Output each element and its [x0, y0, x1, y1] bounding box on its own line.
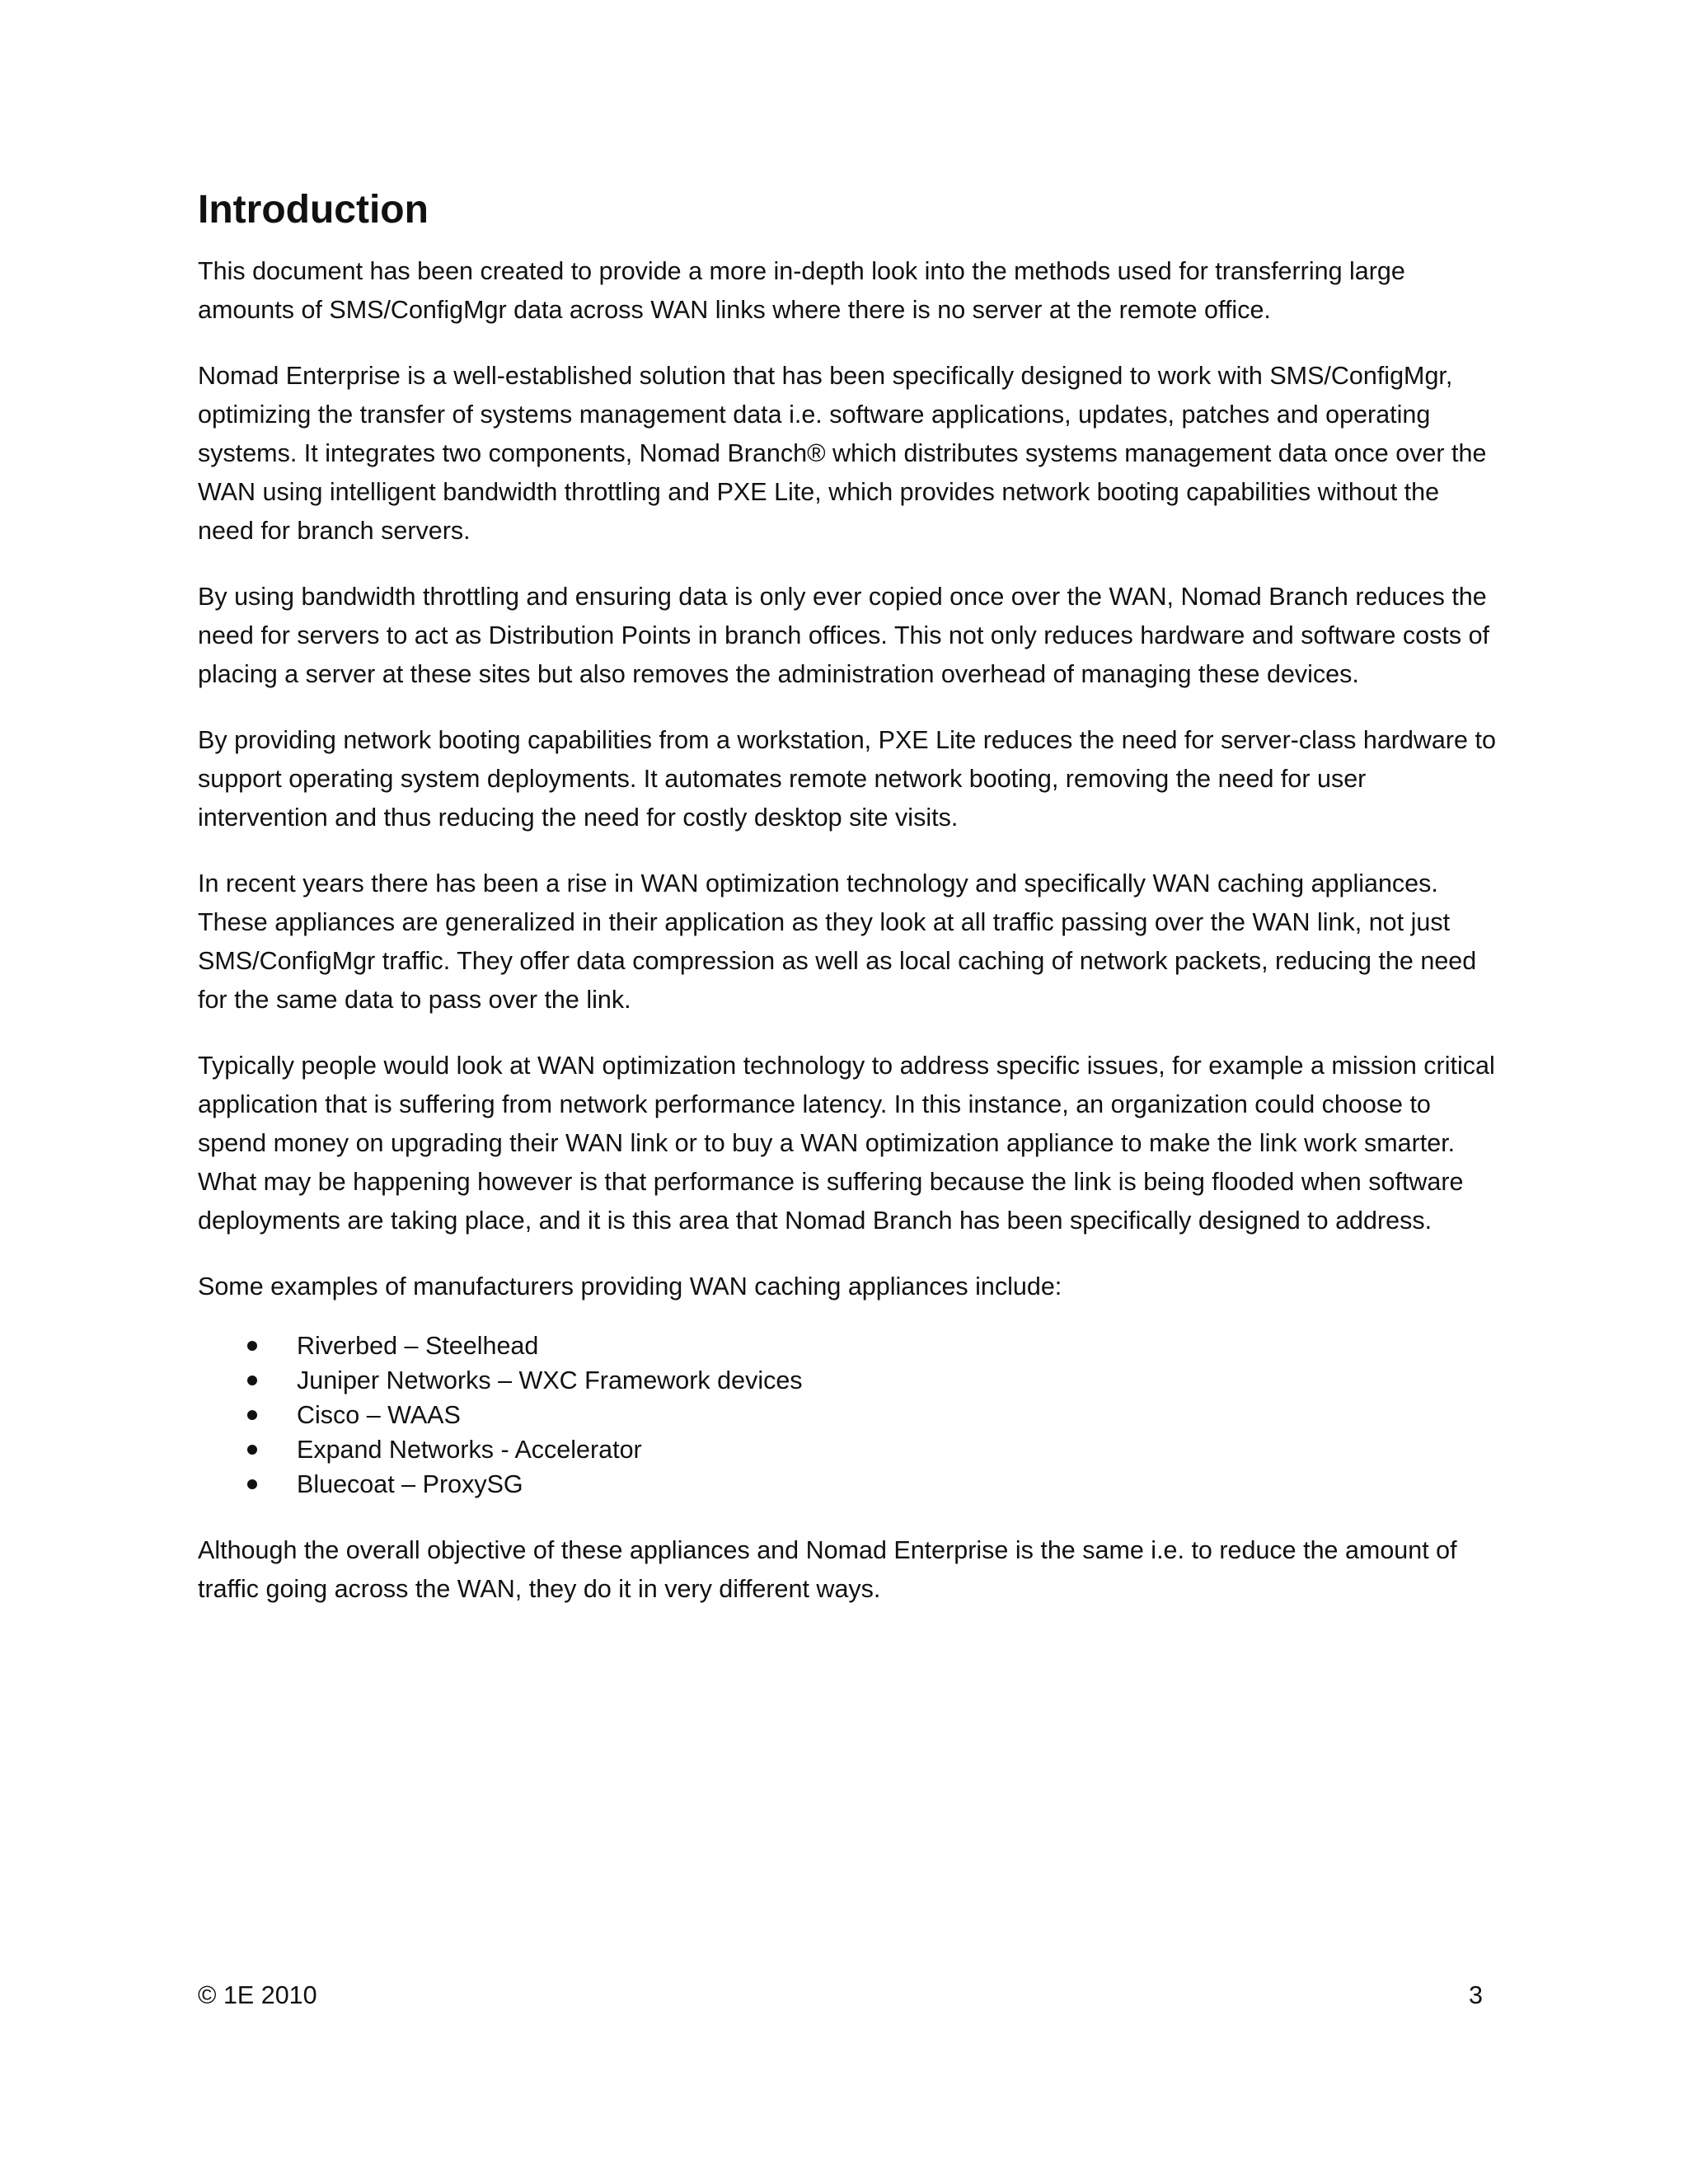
list-item-text: Cisco – WAAS — [297, 1400, 461, 1429]
bullet-icon — [247, 1445, 257, 1455]
list-item-text: Bluecoat – ProxySG — [297, 1469, 523, 1498]
footer-page-number: 3 — [1469, 1981, 1483, 2009]
list-item — [198, 1432, 1500, 1467]
footer-copyright: © 1E 2010 — [198, 1981, 317, 2009]
manufacturer-list — [198, 1329, 1500, 1502]
paragraph-conclusion: Although the overall objective of these appliances and Nomad Enterprise is the same i.e. to reduce the amount of traffic going across the WAN, they do it in very different ways. — [198, 1535, 1457, 1603]
list-item-text: Riverbed – Steelhead — [297, 1331, 539, 1360]
page-content — [198, 186, 1500, 1636]
bullet-icon — [247, 1376, 257, 1385]
list-item — [198, 1329, 1500, 1363]
list-item — [198, 1363, 1500, 1398]
paragraph-purpose: This document has been created to provide a more in-depth look into the methods used for transferring large amounts of SMS/ConfigMgr data across WAN links where there is no server at the remote office. — [198, 256, 1405, 324]
paragraph-nomad-enterprise: Nomad Enterprise is a well-established solution that has been specifically designed to work with SMS/ConfigMgr, optimizing the transfer of systems management data i.e. software applications, updates, patches and operating systems. It integrates two components, Nomad Branch® which distributes systems management data once over the WAN using intelligent bandwidth throttling and PXE Lite, which provides network booting capabilities without the need for branch servers. — [198, 361, 1487, 545]
bullet-icon — [247, 1341, 257, 1351]
list-item — [198, 1467, 1500, 1502]
paragraph-pxe-lite: By providing network booting capabilities from a workstation, PXE Lite reduces the need for server-class hardware to support operating system deployments. It automates remote network booting, removing the need for user intervention and thus reducing the need for costly desktop site visits. — [198, 725, 1496, 832]
list-item — [198, 1398, 1500, 1432]
bullet-icon — [247, 1479, 257, 1489]
paragraph-typical-use: Typically people would look at WAN optimization technology to address specific issues, for example a mission critical application that is suffering from network performance latency. In this instance, an organization could choose to spend money on upgrading their WAN link or to buy a WAN optimization appliance to make the link work smarter. What may be happening however is that performance is suffering because the link is being flooded when software deployments are taking place, and it is this area that Nomad Branch has been specifically designed to address. — [198, 1051, 1495, 1235]
paragraph-bandwidth-throttling: By using bandwidth throttling and ensuring data is only ever copied once over the WAN, Nomad Branch reduces the need for servers to act as Distribution Points in branch offices. This not only reduces hardware and software costs of placing a server at these sites but also removes the administration overhead of managing these devices. — [198, 582, 1490, 688]
list-item-text: Juniper Networks – WXC Framework devices — [297, 1366, 803, 1394]
bullet-icon — [247, 1410, 257, 1420]
section-title: Introduction — [198, 188, 429, 232]
paragraph-examples-intro: Some examples of manufacturers providing WAN caching appliances include: — [198, 1272, 1062, 1301]
paragraph-wan-optimization: In recent years there has been a rise in WAN optimization technology and specifically WAN caching appliances. These appliances are generalized in their application as they look at all traffic passing over the WAN link, not just SMS/ConfigMgr traffic. They offer data compression as well as local caching of network packets, reducing the need for the same data to pass over the link. — [198, 869, 1477, 1014]
list-item-text: Expand Networks - Accelerator — [297, 1435, 642, 1464]
